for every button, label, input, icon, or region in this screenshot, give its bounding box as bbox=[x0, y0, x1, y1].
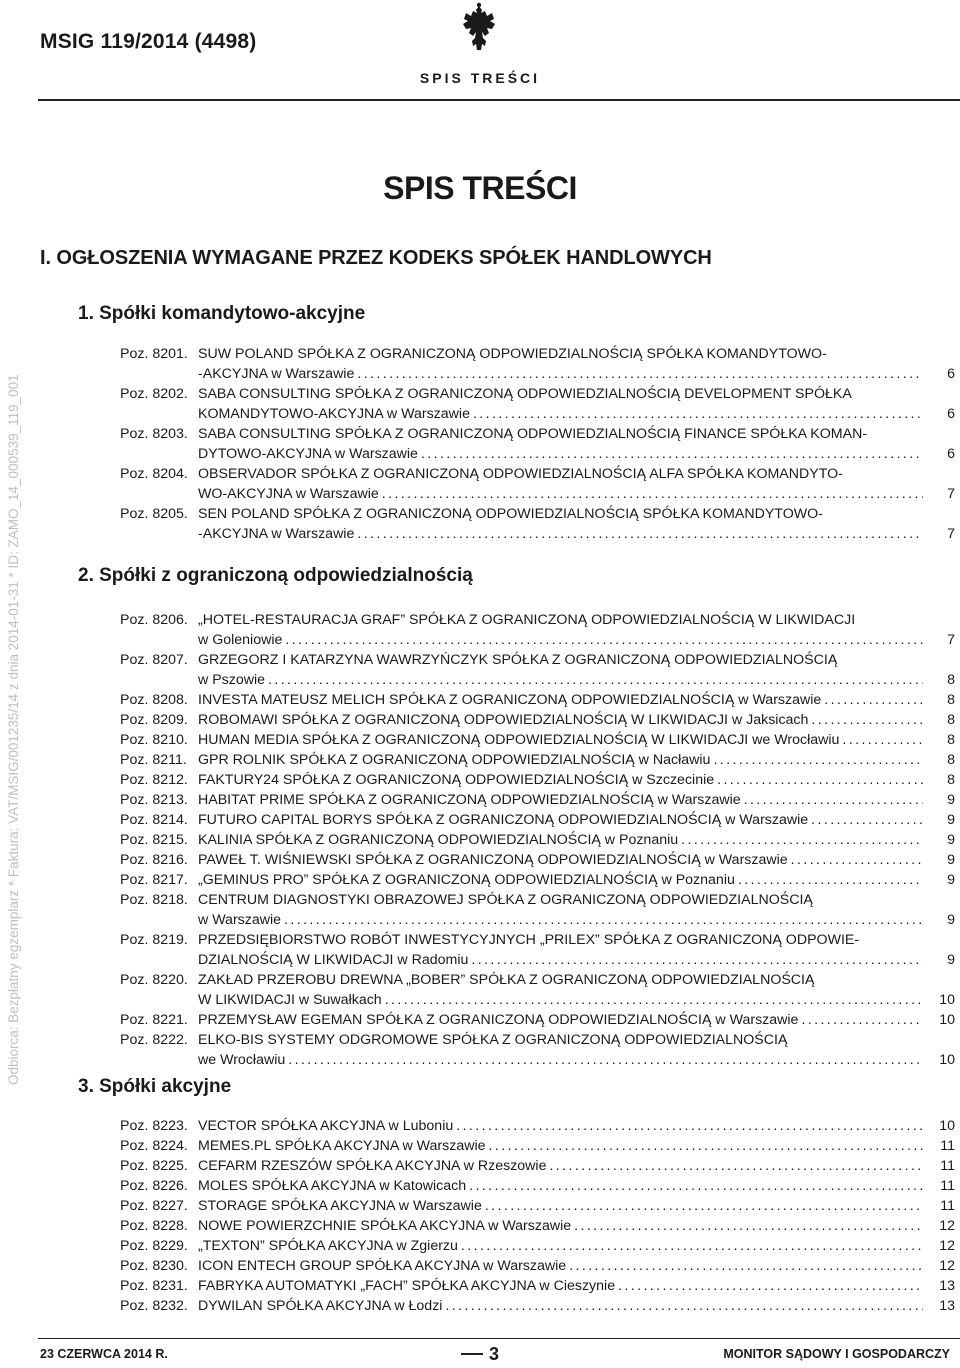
toc-entry-line bbox=[120, 730, 955, 750]
dot-leader bbox=[744, 790, 923, 810]
toc-entry-line bbox=[120, 990, 955, 1010]
entry-body bbox=[198, 444, 923, 464]
entry-page: 6 bbox=[947, 406, 955, 422]
toc-entry bbox=[120, 830, 955, 850]
dot-leader bbox=[445, 1296, 923, 1316]
entry-text: W LIKWIDACJI w Suwałkach bbox=[198, 992, 382, 1008]
toc-entry bbox=[120, 1136, 955, 1156]
toc-entry-line bbox=[120, 404, 955, 424]
section-title: 3. Spółki akcyjne bbox=[78, 1076, 232, 1097]
entry-body bbox=[198, 750, 923, 770]
toc-entries bbox=[120, 610, 955, 1070]
entry-page: 10 bbox=[939, 1052, 955, 1068]
entry-text: -AKCYJNA w Warszawie bbox=[198, 526, 355, 542]
footer-divider bbox=[38, 1338, 960, 1339]
dot-leader bbox=[738, 870, 923, 890]
dot-leader bbox=[473, 404, 923, 424]
entry-text: SEN POLAND SPÓŁKA Z OGRANICZONĄ ODPOWIEDZIALNOŚCIĄ SPÓŁKA KOMANDYTOWO- bbox=[198, 506, 823, 522]
entry-body bbox=[198, 1236, 923, 1256]
toc-entry-line bbox=[120, 810, 955, 830]
toc-entry-line bbox=[120, 1296, 955, 1316]
entry-number: Poz. 8223. bbox=[120, 1118, 188, 1134]
entry-number: Poz. 8230. bbox=[120, 1258, 188, 1274]
entry-page: 7 bbox=[947, 632, 955, 648]
entry-body bbox=[198, 1010, 923, 1030]
entry-body bbox=[198, 850, 923, 870]
toc-entry bbox=[120, 790, 955, 810]
entry-body bbox=[198, 1196, 923, 1216]
entry-text: ICON ENTECH GROUP SPÓŁKA AKCYJNA w Warszawie bbox=[198, 1258, 567, 1274]
dot-leader bbox=[385, 990, 923, 1010]
entry-number: Poz. 8203. bbox=[120, 426, 188, 442]
dot-leader bbox=[485, 1196, 923, 1216]
toc-entry-line bbox=[120, 650, 955, 670]
toc-entry-line bbox=[120, 930, 955, 950]
toc-entry-line bbox=[120, 344, 955, 364]
entry-number: Poz. 8226. bbox=[120, 1178, 188, 1194]
entry-body bbox=[198, 464, 923, 484]
entry-number: Poz. 8220. bbox=[120, 972, 188, 988]
entry-body bbox=[198, 630, 923, 650]
entry-page: 8 bbox=[947, 732, 955, 748]
toc-entry bbox=[120, 930, 955, 970]
entry-body bbox=[198, 1116, 923, 1136]
page-title: SPIS TREŚCI bbox=[383, 170, 577, 206]
toc-entry-line bbox=[120, 1030, 955, 1050]
entry-body bbox=[198, 710, 923, 730]
toc-entry bbox=[120, 890, 955, 930]
entry-text: DZIALNOŚCIĄ W LIKWIDACJI w Radomiu bbox=[198, 952, 469, 968]
entry-body bbox=[198, 970, 923, 990]
dot-leader bbox=[811, 710, 923, 730]
entry-body bbox=[198, 950, 923, 970]
entry-body bbox=[198, 384, 923, 404]
entry-page: 9 bbox=[947, 852, 955, 868]
entry-body bbox=[198, 484, 923, 504]
toc-entry bbox=[120, 1176, 955, 1196]
entry-body bbox=[198, 424, 923, 444]
header-section-title: SPIS TREŚCI bbox=[419, 70, 541, 86]
toc-entry bbox=[120, 750, 955, 770]
entry-body bbox=[198, 404, 923, 424]
entry-page: 9 bbox=[947, 832, 955, 848]
toc-entry-line bbox=[120, 1236, 955, 1256]
dot-leader bbox=[791, 850, 923, 870]
entry-page: 12 bbox=[939, 1238, 955, 1254]
entry-number: Poz. 8206. bbox=[120, 612, 188, 628]
entry-page: 6 bbox=[947, 366, 955, 382]
entry-page: 13 bbox=[939, 1298, 955, 1314]
toc-entries bbox=[120, 344, 955, 544]
entry-number: Poz. 8213. bbox=[120, 792, 188, 808]
entry-body bbox=[198, 730, 923, 750]
entry-number: Poz. 8202. bbox=[120, 386, 188, 402]
toc-entry bbox=[120, 1116, 955, 1136]
toc-entry bbox=[120, 730, 955, 750]
part-title: I. OGŁOSZENIA WYMAGANE PRZEZ KODEKS SPÓŁEK HANDLOWYCH bbox=[40, 247, 712, 269]
toc-entry-line bbox=[120, 1196, 955, 1216]
entry-text: INVESTA MATEUSZ MELICH SPÓŁKA Z OGRANICZONĄ ODPOWIEDZIALNOŚCIĄ w Warszawie bbox=[198, 692, 822, 708]
entry-number: Poz. 8221. bbox=[120, 1012, 188, 1028]
entry-text: DYTOWO-AKCYJNA w Warszawie bbox=[198, 446, 418, 462]
entry-body bbox=[198, 1216, 923, 1236]
entry-number: Poz. 8218. bbox=[120, 892, 188, 908]
entry-text: FABRYKA AUTOMATYKI „FACH” SPÓŁKA AKCYJNA w Cieszynie bbox=[198, 1278, 616, 1294]
entry-body bbox=[198, 770, 923, 790]
entry-page: 7 bbox=[947, 526, 955, 542]
entry-page: 9 bbox=[947, 812, 955, 828]
entry-page: 10 bbox=[939, 992, 955, 1008]
entry-page: 11 bbox=[940, 1138, 955, 1154]
dot-leader bbox=[357, 524, 923, 544]
dot-leader bbox=[842, 730, 923, 750]
toc-entry bbox=[120, 384, 955, 424]
entry-number: Poz. 8224. bbox=[120, 1138, 188, 1154]
entry-number: Poz. 8229. bbox=[120, 1238, 188, 1254]
entry-body bbox=[198, 610, 923, 630]
entry-number: Poz. 8207. bbox=[120, 652, 188, 668]
toc-entry-line bbox=[120, 830, 955, 850]
entry-number: Poz. 8212. bbox=[120, 772, 188, 788]
entry-body bbox=[198, 1030, 923, 1050]
toc-entry-line bbox=[120, 670, 955, 690]
entry-text: „TEXTON” SPÓŁKA AKCYJNA w Zgierzu bbox=[198, 1238, 458, 1254]
toc-entry bbox=[120, 850, 955, 870]
toc-entry bbox=[120, 870, 955, 890]
entry-number: Poz. 8225. bbox=[120, 1158, 188, 1174]
entry-number: Poz. 8211. bbox=[120, 752, 187, 768]
entry-text: OBSERVADOR SPÓŁKA Z OGRANICZONĄ ODPOWIEDZIALNOŚCIĄ ALFA SPÓŁKA KOMANDYTO- bbox=[198, 466, 843, 482]
toc-entry bbox=[120, 1196, 955, 1216]
dot-leader bbox=[824, 690, 923, 710]
dot-leader bbox=[461, 1236, 923, 1256]
entry-text: SABA CONSULTING SPÓŁKA Z OGRANICZONĄ ODPOWIEDZIALNOŚCIĄ FINANCE SPÓŁKA KOMAN- bbox=[198, 426, 868, 442]
entry-text: „GEMINUS PRO” SPÓŁKA Z OGRANICZONĄ ODPOWIEDZIALNOŚCIĄ w Poznaniu bbox=[198, 872, 735, 888]
toc-entry-line bbox=[120, 770, 955, 790]
dot-leader bbox=[382, 484, 923, 504]
entry-body bbox=[198, 344, 923, 364]
toc-entry bbox=[120, 1010, 955, 1030]
toc-entry-line bbox=[120, 1010, 955, 1030]
dot-leader bbox=[357, 364, 923, 384]
toc-entry-line bbox=[120, 910, 955, 930]
toc-entry-line bbox=[120, 950, 955, 970]
entry-page: 11 bbox=[940, 1158, 955, 1174]
entry-page: 9 bbox=[947, 792, 955, 808]
toc-entry-line bbox=[120, 690, 955, 710]
entry-text: WO-AKCYJNA w Warszawie bbox=[198, 486, 379, 502]
entry-text: ELKO-BIS SYSTEMY ODGROMOWE SPÓŁKA Z OGRANICZONĄ ODPOWIEDZIALNOŚCIĄ bbox=[198, 1032, 788, 1048]
dot-leader bbox=[268, 670, 923, 690]
entry-body bbox=[198, 1156, 923, 1176]
dot-leader bbox=[811, 810, 923, 830]
toc-entry bbox=[120, 344, 955, 384]
entry-body bbox=[198, 504, 923, 524]
entry-body bbox=[198, 1256, 923, 1276]
dot-leader bbox=[569, 1256, 923, 1276]
toc-entry bbox=[120, 970, 955, 1010]
entry-body bbox=[198, 1136, 923, 1156]
entry-text: w Goleniowie bbox=[198, 632, 283, 648]
entry-text: MEMES.PL SPÓŁKA AKCYJNA w Warszawie bbox=[198, 1138, 486, 1154]
entry-page: 8 bbox=[947, 672, 955, 688]
entry-text: GRZEGORZ I KATARZYNA WAWRZYŃCZYK SPÓŁKA Z OGRANICZONĄ ODPOWIEDZIALNOŚCIĄ bbox=[198, 652, 838, 668]
entry-page: 8 bbox=[947, 772, 955, 788]
toc-entry-line bbox=[120, 1216, 955, 1236]
entry-number: Poz. 8214. bbox=[120, 812, 188, 828]
entry-text: SUW POLAND SPÓŁKA Z OGRANICZONĄ ODPOWIEDZIALNOŚCIĄ SPÓŁKA KOMANDYTOWO- bbox=[198, 346, 827, 362]
toc-entry bbox=[120, 810, 955, 830]
toc-entry bbox=[120, 690, 955, 710]
entry-number: Poz. 8208. bbox=[120, 692, 188, 708]
entry-number: Poz. 8228. bbox=[120, 1218, 188, 1234]
entry-page: 13 bbox=[939, 1278, 955, 1294]
entry-body bbox=[198, 1050, 923, 1070]
entry-number: Poz. 8219. bbox=[120, 932, 188, 948]
toc-entry bbox=[120, 464, 955, 504]
entry-text: CENTRUM DIAGNOSTYKI OBRAZOWEJ SPÓŁKA Z OGRANICZONĄ ODPOWIEDZIALNOŚCIĄ bbox=[198, 892, 813, 908]
entry-body bbox=[198, 890, 923, 910]
entry-body bbox=[198, 790, 923, 810]
toc-entry-line bbox=[120, 710, 955, 730]
entry-number: Poz. 8222. bbox=[120, 1032, 188, 1048]
page-number-value: 3 bbox=[488, 1344, 499, 1364]
entry-text: PRZEDSIĘBIORSTWO ROBÓT INWESTYCYJNYCH „PRILEX” SPÓŁKA Z OGRANICZONĄ ODPOWIE- bbox=[198, 932, 860, 948]
toc-entry-line bbox=[120, 1156, 955, 1176]
entry-number: Poz. 8216. bbox=[120, 852, 188, 868]
dot-leader bbox=[618, 1276, 923, 1296]
entry-text: PRZEMYSŁAW EGEMAN SPÓŁKA Z OGRANICZONĄ ODPOWIEDZIALNOŚCIĄ w Warszawie bbox=[198, 1012, 799, 1028]
entry-body bbox=[198, 910, 923, 930]
toc-entry-line bbox=[120, 1256, 955, 1276]
toc-entry bbox=[120, 770, 955, 790]
entry-body bbox=[198, 364, 923, 384]
toc-entry-line bbox=[120, 444, 955, 464]
dot-leader bbox=[681, 830, 923, 850]
entry-text: VECTOR SPÓŁKA AKCYJNA w Luboniu bbox=[198, 1118, 454, 1134]
entry-number: Poz. 8215. bbox=[120, 832, 188, 848]
toc-entry-line bbox=[120, 464, 955, 484]
toc-entry-line bbox=[120, 610, 955, 630]
entry-body bbox=[198, 670, 923, 690]
toc-entry-line bbox=[120, 424, 955, 444]
entry-text: w Warszawie bbox=[198, 912, 282, 928]
dot-leader bbox=[284, 910, 923, 930]
entry-text: MOLES SPÓŁKA AKCYJNA w Katowicach bbox=[198, 1178, 467, 1194]
entry-body bbox=[198, 990, 923, 1010]
entry-text: ZAKŁAD PRZEROBU DREWNA „BOBER” SPÓŁKA Z OGRANICZONĄ ODPOWIEDZIALNOŚCIĄ bbox=[198, 972, 815, 988]
toc-entry bbox=[120, 1030, 955, 1070]
entry-page: 8 bbox=[947, 692, 955, 708]
entry-body bbox=[198, 690, 923, 710]
entry-number: Poz. 8232. bbox=[120, 1298, 188, 1314]
entry-text: NOWE POWIERZCHNIE SPÓŁKA AKCYJNA w Warszawie bbox=[198, 1218, 572, 1234]
dot-leader bbox=[801, 1010, 923, 1030]
entry-page: 11 bbox=[940, 1198, 955, 1214]
entry-text: PAWEŁ T. WIŚNIEWSKI SPÓŁKA Z OGRANICZONĄ ODPOWIEDZIALNOŚCIĄ w Warszawie bbox=[198, 852, 788, 868]
dot-leader bbox=[574, 1216, 923, 1236]
toc-entry-line bbox=[120, 850, 955, 870]
entry-text: SABA CONSULTING SPÓŁKA Z OGRANICZONĄ ODPOWIEDZIALNOŚCIĄ DEVELOPMENT SPÓŁKA bbox=[198, 386, 852, 402]
entry-body bbox=[198, 1296, 923, 1316]
entry-text: FUTURO CAPITAL BORYS SPÓŁKA Z OGRANICZONĄ ODPOWIEDZIALNOŚCIĄ w Warszawie bbox=[198, 812, 809, 828]
entry-page: 10 bbox=[939, 1118, 955, 1134]
entry-page: 12 bbox=[939, 1258, 955, 1274]
eagle-emblem-icon bbox=[461, 2, 497, 58]
entry-number: Poz. 8217. bbox=[120, 872, 188, 888]
toc-entry-line bbox=[120, 750, 955, 770]
dot-leader bbox=[549, 1156, 923, 1176]
entry-text: we Wrocławiu bbox=[198, 1052, 286, 1068]
entry-page: 9 bbox=[947, 912, 955, 928]
dot-leader bbox=[717, 770, 923, 790]
toc-entry-line bbox=[120, 890, 955, 910]
entry-page: 11 bbox=[940, 1178, 955, 1194]
toc-entry-line bbox=[120, 1176, 955, 1196]
entry-body bbox=[198, 870, 923, 890]
entry-text: DYWILAN SPÓŁKA AKCYJNA w Łodzi bbox=[198, 1298, 443, 1314]
entry-body bbox=[198, 1276, 923, 1296]
entry-page: 12 bbox=[939, 1218, 955, 1234]
dot-leader bbox=[288, 1050, 923, 1070]
toc-entry bbox=[120, 710, 955, 730]
entry-text: STORAGE SPÓŁKA AKCYJNA w Warszawie bbox=[198, 1198, 482, 1214]
entry-body bbox=[198, 810, 923, 830]
header-divider bbox=[38, 99, 960, 101]
toc-entry-line bbox=[120, 790, 955, 810]
entry-page: 9 bbox=[947, 872, 955, 888]
entry-number: Poz. 8227. bbox=[120, 1198, 188, 1214]
toc-entry bbox=[120, 1156, 955, 1176]
dot-leader bbox=[285, 630, 923, 650]
dot-leader bbox=[456, 1116, 923, 1136]
toc-entry-line bbox=[120, 1116, 955, 1136]
entry-page: 8 bbox=[947, 752, 955, 768]
toc-entry bbox=[120, 610, 955, 650]
dot-leader bbox=[713, 750, 923, 770]
entry-page: 6 bbox=[947, 446, 955, 462]
toc-entry-line bbox=[120, 970, 955, 990]
dot-leader bbox=[489, 1136, 923, 1156]
entry-body bbox=[198, 650, 923, 670]
entry-page: 7 bbox=[947, 486, 955, 502]
toc-entry bbox=[120, 424, 955, 464]
entry-page: 8 bbox=[947, 712, 955, 728]
toc-entry bbox=[120, 504, 955, 544]
dot-leader bbox=[421, 444, 923, 464]
toc-entry bbox=[120, 650, 955, 690]
sidebar-watermark-text: Odbiorca: Bezpłatny egzemplarz * Faktura: VAT/MSIG/001235/14 z dnia 2014-01-31 * ID: ZAMO_14_000539_119_001 bbox=[6, 374, 21, 1085]
toc-entry-line bbox=[120, 1276, 955, 1296]
entry-number: Poz. 8210. bbox=[120, 732, 188, 748]
dot-leader bbox=[469, 1176, 923, 1196]
entry-body bbox=[198, 930, 923, 950]
toc-entry-line bbox=[120, 364, 955, 384]
entry-body bbox=[198, 830, 923, 850]
entry-body bbox=[198, 1176, 923, 1196]
entry-number: Poz. 8231. bbox=[120, 1278, 188, 1294]
publication-name: MONITOR SĄDOWY I GOSPODARCZY bbox=[723, 1347, 950, 1361]
toc-entry-line bbox=[120, 484, 955, 504]
toc-entry bbox=[120, 1256, 955, 1276]
dot-leader bbox=[471, 950, 923, 970]
toc-entry-line bbox=[120, 870, 955, 890]
toc-entry-line bbox=[120, 504, 955, 524]
toc-entry-line bbox=[120, 384, 955, 404]
entry-number: Poz. 8201. bbox=[120, 346, 188, 362]
issue-date: 23 CZERWCA 2014 R. bbox=[40, 1347, 168, 1361]
toc-entry-line bbox=[120, 630, 955, 650]
toc-entries bbox=[120, 1116, 955, 1316]
toc-entry bbox=[120, 1276, 955, 1296]
entry-number: Poz. 8209. bbox=[120, 712, 188, 728]
entry-page: 10 bbox=[939, 1012, 955, 1028]
entry-text: KOMANDYTOWO-AKCYJNA w Warszawie bbox=[198, 406, 470, 422]
entry-body bbox=[198, 524, 923, 544]
toc-entry-line bbox=[120, 1050, 955, 1070]
entry-text: w Pszowie bbox=[198, 672, 266, 688]
entry-text: ROBOMAWI SPÓŁKA Z OGRANICZONĄ ODPOWIEDZIALNOŚCIĄ W LIKWIDACJI w Jaksicach bbox=[198, 712, 809, 728]
toc-entry bbox=[120, 1236, 955, 1256]
entry-text: -AKCYJNA w Warszawie bbox=[198, 366, 355, 382]
toc-entry bbox=[120, 1296, 955, 1316]
entry-text: CEFARM RZESZÓW SPÓŁKA AKCYJNA w Rzeszowie bbox=[198, 1158, 547, 1174]
entry-number: Poz. 8204. bbox=[120, 466, 188, 482]
entry-page: 9 bbox=[947, 952, 955, 968]
entry-text: „HOTEL-RESTAURACJA GRAF” SPÓŁKA Z OGRANICZONĄ ODPOWIEDZIALNOŚCIĄ W LIKWIDACJI bbox=[198, 612, 856, 628]
issue-number: MSIG 119/2014 (4498) bbox=[40, 30, 257, 53]
entry-text: KALINIA SPÓŁKA Z OGRANICZONĄ ODPOWIEDZIALNOŚCIĄ w Poznaniu bbox=[198, 832, 679, 848]
toc-entry bbox=[120, 1216, 955, 1236]
toc-entry-line bbox=[120, 524, 955, 544]
entry-number: Poz. 8205. bbox=[120, 506, 188, 522]
entry-text: HABITAT PRIME SPÓŁKA Z OGRANICZONĄ ODPOWIEDZIALNOŚCIĄ w Warszawie bbox=[198, 792, 741, 808]
section-title: 2. Spółki z ograniczoną odpowiedzialnością bbox=[78, 565, 473, 586]
toc-entry-line bbox=[120, 1136, 955, 1156]
entry-text: HUMAN MEDIA SPÓŁKA Z OGRANICZONĄ ODPOWIEDZIALNOŚCIĄ W LIKWIDACJI we Wrocławiu bbox=[198, 732, 840, 748]
section-title: 1. Spółki komandytowo-akcyjne bbox=[78, 303, 366, 324]
entry-text: FAKTURY24 SPÓŁKA Z OGRANICZONĄ ODPOWIEDZIALNOŚCIĄ w Szczecinie bbox=[198, 772, 715, 788]
entry-text: GPR ROLNIK SPÓŁKA Z OGRANICZONĄ ODPOWIEDZIALNOŚCIĄ w Nacławiu bbox=[198, 752, 711, 768]
